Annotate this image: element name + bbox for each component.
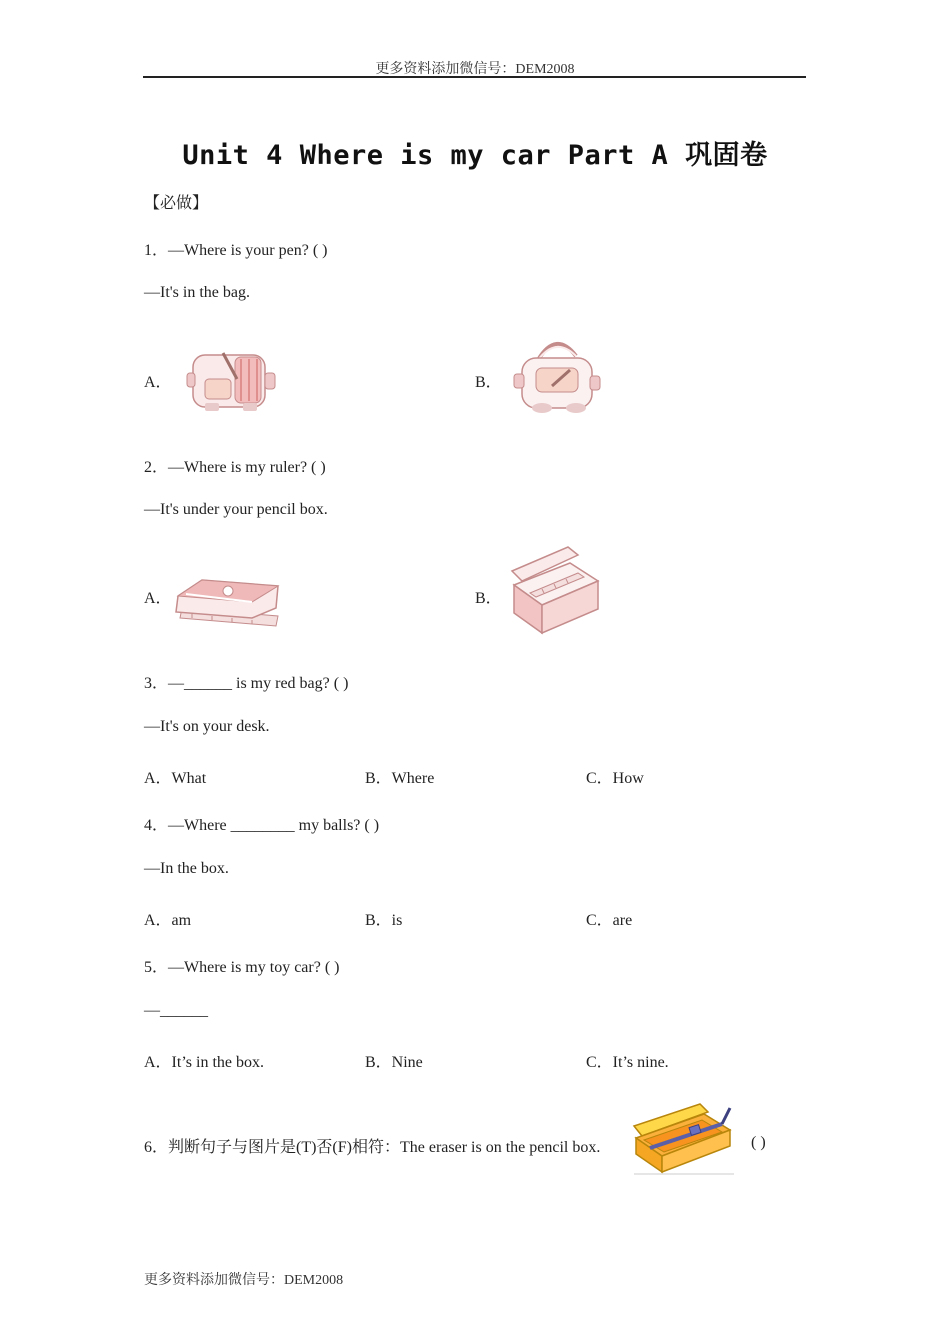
- q5-option-a[interactable]: A．It’s in the box.: [144, 1054, 264, 1071]
- q4-option-b[interactable]: B．is: [365, 912, 403, 929]
- orange-pencil-box-icon: [630, 1100, 738, 1176]
- q3-answer-line: —It's on your desk.: [144, 718, 270, 735]
- q3-option-b[interactable]: B．Where: [365, 770, 435, 787]
- q5-option-b[interactable]: B．Nine: [365, 1054, 423, 1071]
- q3-option-a[interactable]: A．What: [144, 770, 207, 787]
- q5-option-c[interactable]: C．It’s nine.: [586, 1054, 669, 1071]
- q1-stem: 1．—Where is your pen? ( ): [144, 242, 328, 259]
- q1-option-a[interactable]: A．: [144, 374, 172, 391]
- q2-option-b[interactable]: B．: [475, 590, 502, 607]
- q2-stem: 2．—Where is my ruler? ( ): [144, 459, 326, 476]
- q2-option-a[interactable]: A．: [144, 590, 172, 607]
- q3-option-c[interactable]: C．How: [586, 770, 644, 787]
- header-rule: [143, 76, 806, 78]
- page-footer: 更多资料添加微信号：DEM2008: [144, 1273, 344, 1288]
- q4-option-c[interactable]: C．are: [586, 912, 633, 929]
- q6-stem: 6．判断句子与图片是(T)否(F)相符：The eraser is on the pencil box.: [144, 1139, 601, 1156]
- q3-stem: 3．—______ is my red bag? ( ): [144, 675, 349, 692]
- q4-stem: 4．—Where ________ my balls? ( ): [144, 817, 380, 834]
- bag-with-pen-on-top-icon: [508, 330, 606, 418]
- q5-stem: 5．—Where is my toy car? ( ): [144, 959, 340, 976]
- q2-answer-line: —It's under your pencil box.: [144, 501, 328, 518]
- page-header: 更多资料添加微信号：DEM2008: [375, 62, 575, 77]
- q1-answer-line: —It's in the bag.: [144, 284, 250, 301]
- q5-answer-line: —______: [144, 1002, 208, 1019]
- section-label: 【必做】: [144, 195, 209, 212]
- q1-option-b[interactable]: B．: [475, 374, 502, 391]
- q4-answer-line: —In the box.: [144, 860, 229, 877]
- pencil-box-ruler-under-icon: [172, 574, 282, 628]
- q4-option-a[interactable]: A．am: [144, 912, 192, 929]
- bag-with-pen-inside-icon: [183, 343, 281, 415]
- open-pencil-box-ruler-inside-icon: [508, 545, 603, 637]
- q6-answer-paren[interactable]: ( ): [751, 1134, 766, 1151]
- page-title: Unit 4 Where is my car Part A 巩固卷: [182, 140, 768, 171]
